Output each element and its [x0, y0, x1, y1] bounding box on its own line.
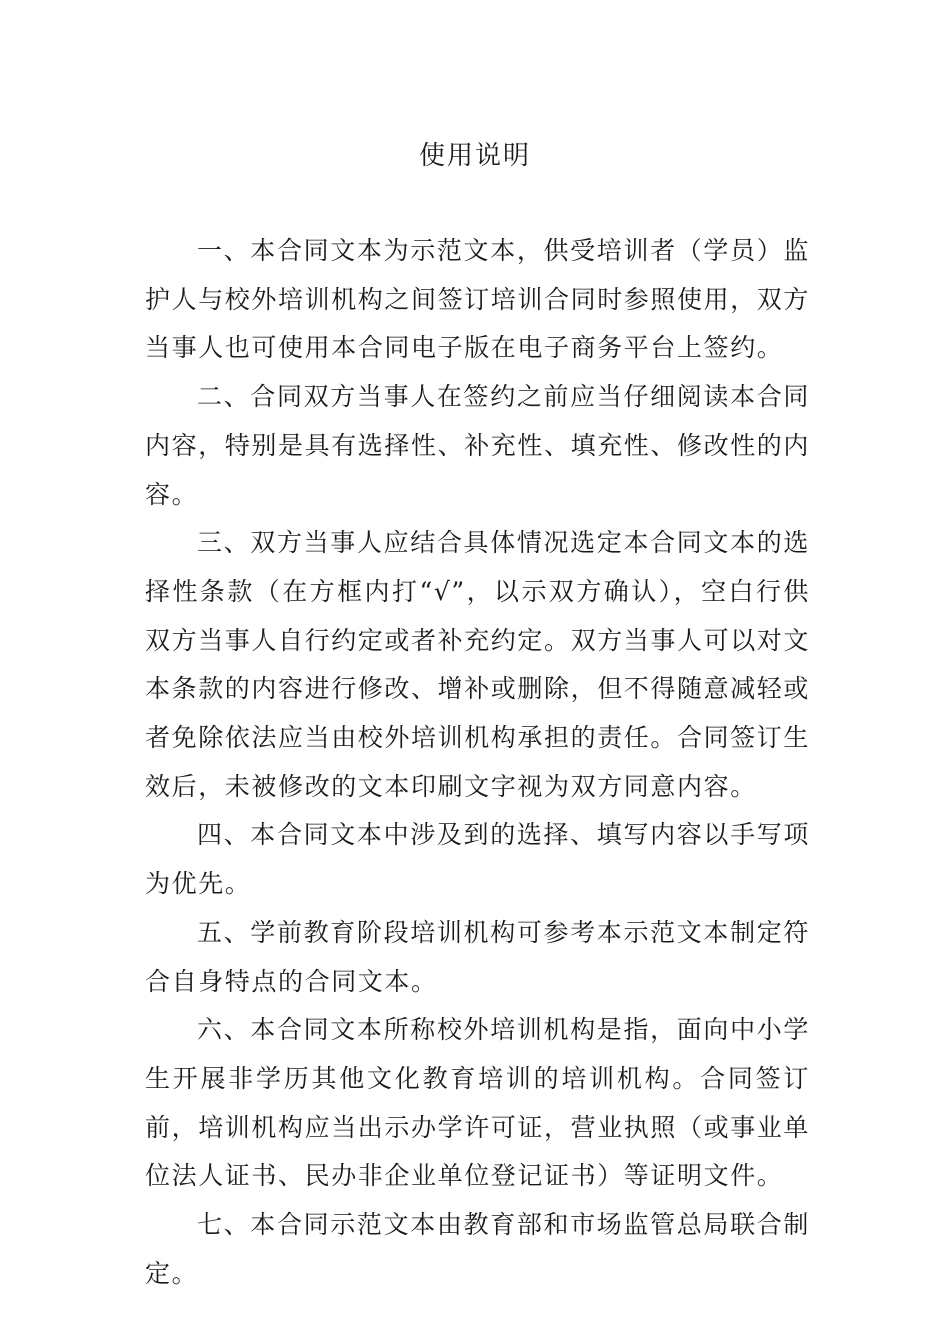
paragraph-1: 一、本合同文本为示范文本，供受培训者（学员）监护人与校外培训机构之间签订培训合同时参照使用，双方当事人也可使用本合同电子版在电子商务平台上签约。 [145, 236, 811, 363]
paragraph-5: 五、学前教育阶段培训机构可参考本示范文本制定符合自身特点的合同文本。 [145, 917, 810, 996]
paragraph-2: 二、合同双方当事人在签约之前应当仔细阅读本合同内容，特别是具有选择性、补充性、填充性、修改性的内容。 [145, 382, 811, 509]
paragraph-7: 七、本合同示范文本由教育部和市场监管总局联合制定。 [145, 1210, 810, 1288]
paragraph-4: 四、本合同文本中涉及到的选择、填写内容以手写项为优先。 [145, 820, 810, 899]
document-body [145, 227, 810, 1298]
paragraph-6: 六、本合同文本所称校外培训机构是指，面向中小学生开展非学历其他文化教育培训的培训机构。合同签订前，培训机构应当出示办学许可证，营业执照（或事业单位法人证书、民办非企业单位登记证书）等证明文件。 [145, 1015, 811, 1191]
paragraph-3: 三、双方当事人应结合具体情况选定本合同文本的选择性条款（在方框内打“√”，以示双方确认），空白行供双方当事人自行约定或者补充约定。双方当事人可以对文本条款的内容进行修改、增补或删除，但不得随意减轻或者免除依法应当由校外培训机构承担的责任。合同签订生效后，未被修改的文本印刷文字视为双方同意内容。 [145, 528, 811, 801]
document-title: 使用说明 [418, 141, 531, 171]
